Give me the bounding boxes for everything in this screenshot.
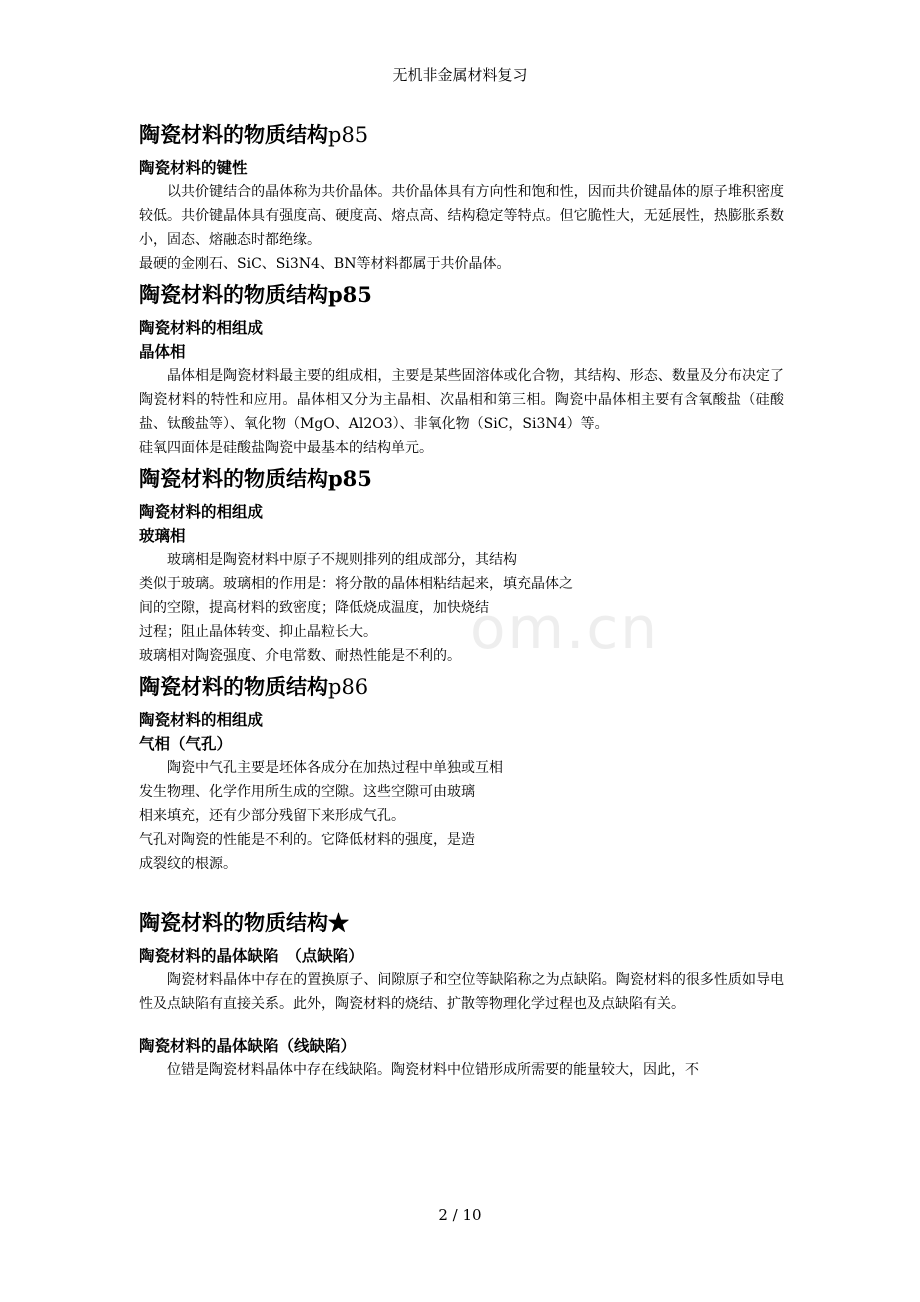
paragraph: 晶体相是陶瓷材料最主要的组成相，主要是某些固溶体或化合物，其结构、形态、数量及分布决定了陶瓷材料的特性和应用。晶体相又分为主晶相、次晶相和第三相。陶瓷中晶体相主要有含氧酸盐（硅酸盐、钛酸盐等）、氧化物（MgO、Al2O3）、非氧化物（SiC，Si3N4）等。: [139, 368, 784, 432]
subsection-title: 陶瓷材料的晶体缺陷 （点缺陷）: [139, 946, 364, 965]
paragraph: 以共价键结合的晶体称为共价晶体。共价晶体具有方向性和饱和性，因而共价键晶体的原子堆积密度较低。共价键晶体具有强度高、硬度高、熔点高、结构稳定等特点。但它脆性大，无延展性，热膨胀系数小，固态、熔融态时都绝缘。: [139, 184, 784, 248]
text-line: 相来填充，还有少部分残留下来形成气孔。: [139, 808, 405, 824]
section-title: 陶瓷材料的物质结构p85: [139, 466, 372, 491]
text-line: 陶瓷中气孔主要是坯体各成分在加热过程中单独或互相: [167, 760, 503, 776]
subsection-title: 气相（气孔）: [139, 734, 233, 753]
paragraph: 位错是陶瓷材料晶体中存在线缺陷。陶瓷材料中位错形成所需要的能量较大，因此，不: [167, 1062, 699, 1078]
section-title: 陶瓷材料的物质结构★: [139, 910, 349, 935]
subsection-title: 陶瓷材料的相组成: [139, 710, 264, 729]
subsection-title: 玻璃相: [139, 526, 186, 545]
page-number: 2 / 10: [438, 1206, 482, 1224]
paragraph: 硅氧四面体是硅酸盐陶瓷中最基本的结构单元。: [139, 440, 433, 456]
section-glass-phase: [139, 464, 784, 668]
paragraph: 最硬的金刚石、SiC、Si3N4、BN等材料都属于共价晶体。: [139, 256, 511, 272]
document-body: [139, 120, 784, 1082]
text-line: 成裂纹的根源。: [139, 856, 237, 872]
page-header: 无机非金属材料复习: [392, 66, 528, 84]
text-line: 间的空隙，提高材料的致密度；降低烧成温度，加快烧结: [139, 600, 489, 616]
text-line: 玻璃相是陶瓷材料中原子不规则排列的组成部分，其结构: [167, 552, 517, 568]
subsection-title: 晶体相: [139, 342, 186, 361]
section-crystal-defects: [139, 908, 784, 1082]
paragraph: 陶瓷材料晶体中存在的置换原子、间隙原子和空位等缺陷称之为点缺陷。陶瓷材料的很多性质如导电性及点缺陷有直接关系。此外，陶瓷材料的烧结、扩散等物理化学过程也及点缺陷有关。: [139, 972, 784, 1012]
text-line: 气孔对陶瓷的性能是不利的。它降低材料的强度，是造: [139, 832, 475, 848]
section-title: 陶瓷材料的物质结构p85: [139, 282, 372, 307]
watermark: om.cn: [470, 594, 660, 662]
text-line: 过程；阻止晶体转变、抑止晶粒长大。: [139, 624, 377, 640]
subsection-title: 陶瓷材料的相组成: [139, 502, 264, 521]
section-gas-phase: [139, 672, 784, 876]
text-line: 发生物理、化学作用所生成的空隙。这些空隙可由玻璃: [139, 784, 475, 800]
section-title: 陶瓷材料的物质结构p86: [139, 674, 369, 699]
subsection-title: 陶瓷材料的晶体缺陷（线缺陷）: [139, 1036, 357, 1055]
section-crystal-phase: [139, 280, 784, 460]
subsection-title: 陶瓷材料的相组成: [139, 318, 264, 337]
text-line: 玻璃相对陶瓷强度、介电常数、耐热性能是不利的。: [139, 648, 461, 664]
subsection-title: 陶瓷材料的键性: [139, 158, 248, 177]
section-bonding: [139, 120, 784, 276]
text-line: 类似于玻璃。玻璃相的作用是：将分散的晶体相粘结起来，填充晶体之: [139, 576, 573, 592]
section-title: 陶瓷材料的物质结构p85: [139, 122, 369, 147]
